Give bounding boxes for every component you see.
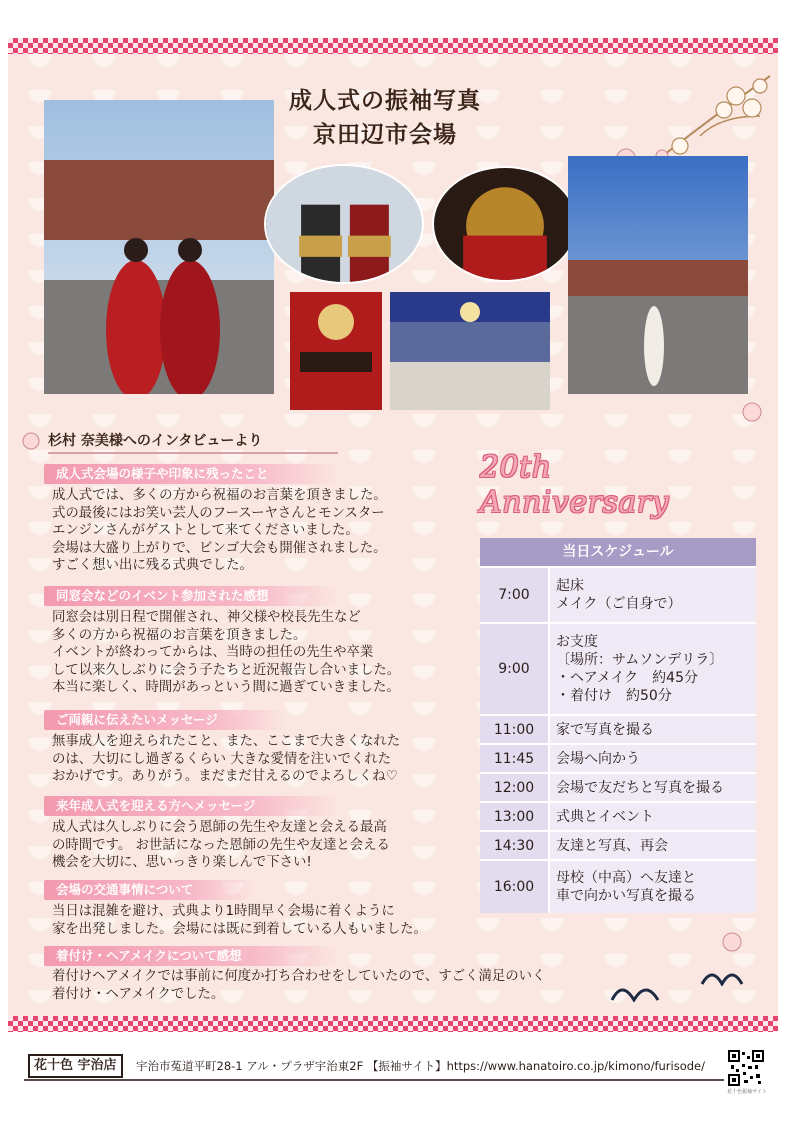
body-line: おかげです。ありがう。まだまだ甘えるのでよろしくね♡ xyxy=(52,769,398,785)
schedule-table xyxy=(480,538,756,913)
shop-name: 花十色 宇治店 xyxy=(28,1054,123,1078)
pine-wave-icon xyxy=(700,964,744,986)
photo-banquet-hall xyxy=(390,292,550,410)
schedule-time: 11:45 xyxy=(480,745,548,772)
checkered-border-top xyxy=(8,38,778,54)
section-body xyxy=(52,487,387,575)
schedule-time: 11:00 xyxy=(480,716,548,743)
footer-rule xyxy=(24,1079,724,1081)
photo-obi-detail-oval xyxy=(432,166,578,282)
section-heading: ご両親に伝えたいメッセージ xyxy=(44,710,286,730)
schedule-desc: お支度 〔場所：サムソンデリラ〕 ・ヘアメイク 約45分 ・着付け 約50分 xyxy=(548,624,756,714)
section-heading: 着付け・ヘアメイクについて感想 xyxy=(44,946,340,966)
body-line: 成人式では、多くの方から祝福のお言葉を頂きました。 xyxy=(52,488,387,503)
schedule-time: 16:00 xyxy=(480,861,548,913)
schedule-row xyxy=(480,743,756,772)
schedule-time: 14:30 xyxy=(480,832,548,859)
body-line: 着付け・ヘアメイクでした。 xyxy=(52,986,225,1002)
schedule-desc: 母校（中高）へ友達と 車で向かい写真を撮る xyxy=(548,861,756,913)
schedule-row xyxy=(480,566,756,622)
qr-code-icon[interactable] xyxy=(728,1050,764,1086)
section-heading: 同窓会などのイベント参加された感想 xyxy=(44,586,340,606)
photo-two-women-building xyxy=(44,100,274,394)
sakura-petal-icon xyxy=(740,400,764,424)
schedule-row xyxy=(480,801,756,830)
section-body xyxy=(52,968,545,1003)
body-line: 会場は大盛り上がりで、ビンゴ大会も開催されました。 xyxy=(52,540,387,556)
body-line: 着付けヘアメイクでは事前に何度か打ち合わせをしていたので、すごく満足のいく xyxy=(52,969,546,984)
photo-obi-back-oval xyxy=(264,164,424,284)
body-line: イベントが終わってからは、当時の担任の先生や卒業 xyxy=(52,645,374,661)
anniversary-logo: 20th Anniversary xyxy=(480,450,670,520)
body-line: 機会を大切に、思いっきり楽しんで下さい! xyxy=(52,855,312,871)
interview-heading: 杉村 奈美様へのインタビューより xyxy=(48,430,338,454)
section-body xyxy=(52,819,390,872)
schedule-row xyxy=(480,772,756,801)
body-line: 本当に楽しく、時間があっという間に過ぎていきました。 xyxy=(52,680,400,696)
schedule-row xyxy=(480,622,756,714)
section-body xyxy=(52,609,400,697)
photo-woman-walking xyxy=(568,156,748,394)
schedule-row xyxy=(480,714,756,743)
section-heading: 成人式会場の様子や印象に残ったこと xyxy=(44,464,340,484)
pine-wave-icon xyxy=(610,978,660,1002)
schedule-title: 当日スケジュール xyxy=(480,538,756,566)
schedule-desc: 式典とイベント xyxy=(548,803,756,830)
footer xyxy=(24,1050,770,1080)
schedule-time: 13:00 xyxy=(480,803,548,830)
section-body xyxy=(52,903,427,938)
page-title xyxy=(250,84,520,152)
body-line: 無事成人を迎えられたこと、また、ここまで大きくなれた xyxy=(52,734,401,749)
schedule-row xyxy=(480,830,756,859)
section-heading: 会場の交通事情について xyxy=(44,880,256,900)
body-line: 家を出発しました。会場には既に到着している人もいました。 xyxy=(52,921,427,937)
body-line: 当日は混雑を避け、式典より1時間早く会場に着くように xyxy=(52,904,395,919)
schedule-time: 12:00 xyxy=(480,774,548,801)
qr-caption: 花十色振袖サイト xyxy=(727,1089,767,1095)
schedule-desc: 友達と写真、再会 xyxy=(548,832,756,859)
schedule-time: 7:00 xyxy=(480,568,548,622)
photo-kimono-closeup xyxy=(290,292,382,410)
body-line: 成人式は久しぶりに会う恩師の先生や友達と会える最高 xyxy=(52,820,387,835)
body-line: のは、大切にし過ぎるくらい 大きな愛情を注いでくれた xyxy=(52,751,392,767)
body-line: の時間です。 お世話になった恩師の先生や友達と会える xyxy=(52,837,390,853)
checkered-border-bottom xyxy=(8,1016,778,1032)
body-line: 多くの方から祝福のお言葉を頂きました。 xyxy=(52,627,307,643)
body-line: すごく想い出に残る式典でした。 xyxy=(52,558,253,574)
sakura-petal-icon xyxy=(20,430,42,452)
title-line-1: 成人式の振袖写真 xyxy=(289,87,481,114)
schedule-row xyxy=(480,859,756,913)
schedule-time: 9:00 xyxy=(480,624,548,714)
schedule-desc: 会場へ向かう xyxy=(548,745,756,772)
body-line: 式の最後にはお笑い芸人のフースーヤさんとモンスター xyxy=(52,505,385,521)
body-line: して以来久しぶりに会う子たちと近況報告し合いました。 xyxy=(52,662,401,678)
body-line: 同窓会は別日程で開催され、神父様や校長先生など xyxy=(52,610,361,625)
body-line: エンジンさんがゲストとして来てくださいました。 xyxy=(52,523,359,539)
title-line-2: 京田辺市会場 xyxy=(313,121,457,148)
section-heading: 来年成人式を迎える方へメッセージ xyxy=(44,796,340,816)
schedule-desc: 起床 メイク（ご自身で） xyxy=(548,568,756,622)
shop-address[interactable]: 宇治市菟道平町28-1 アル・プラザ宇治東2F 【振袖サイト】https://www.hanatoiro.co.jp/kimono/furisode/ xyxy=(136,1059,705,1073)
schedule-desc: 家で写真を撮る xyxy=(548,716,756,743)
sakura-petal-icon xyxy=(720,930,744,954)
schedule-desc: 会場で友だちと写真を撮る xyxy=(548,774,756,801)
section-body xyxy=(52,733,400,786)
